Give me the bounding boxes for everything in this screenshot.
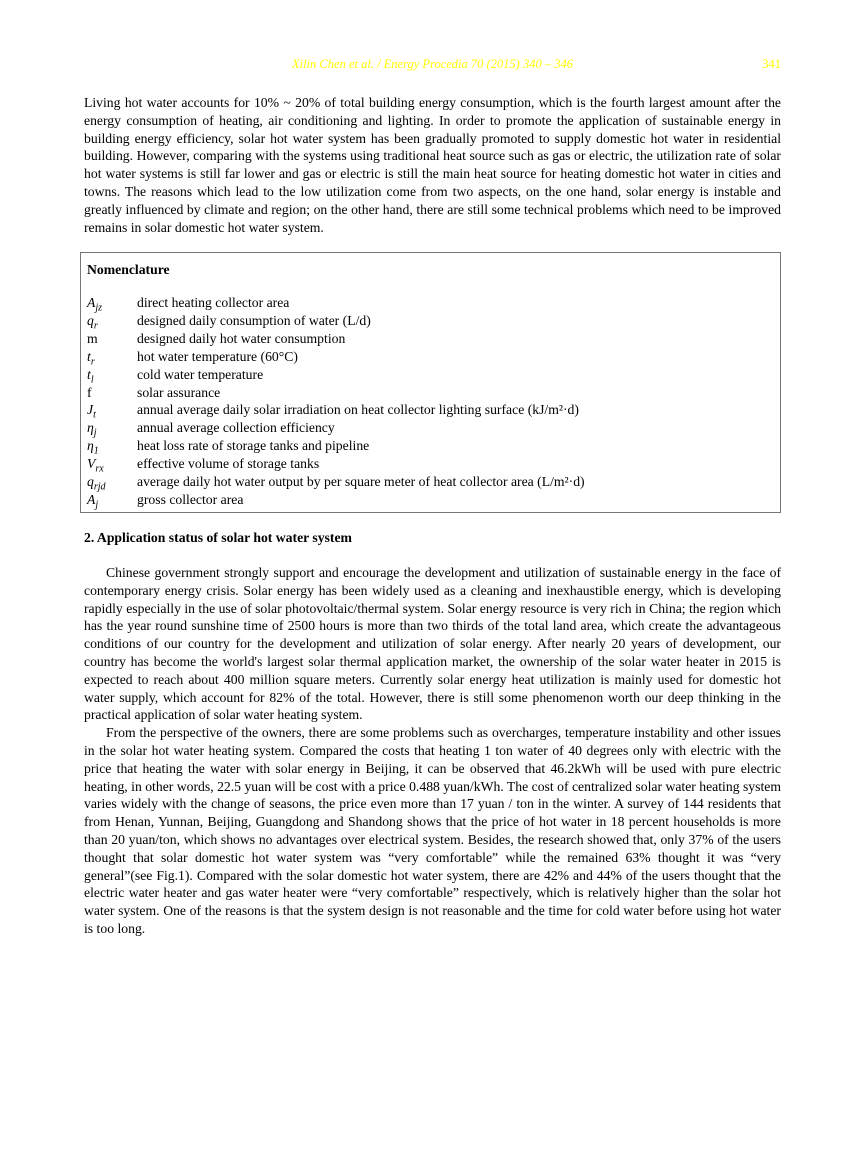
nomenclature-entry (87, 348, 772, 366)
nomenclature-symbol: $A_j$ (87, 491, 99, 511)
running-head-citation: Xilin Chen et al. / Energy Procedia 70 (2015) 340 – 346 (292, 57, 573, 71)
nomenclature-symbol: $A_{jz}$ (87, 295, 103, 314)
body-paragraph: From the perspective of the owners, there are some problems such as overcharges, temperature instability and other issues in the solar hot water heating system. Compared the costs that heating 1 ton water of 40 degrees only with electric with the price that heating the water with solar energy in Beijing, it can be observed that 46.2kWh will be used with pure electric heating, in other words, 22.5 yuan will be cost with a price 0.488 yuan/kWh. The cost of centralized solar water heating system varies widely with the change of seasons, the price even more than 17 yuan / ton in the winter. A survey of 144 residents that from Henan, Yunnan, Beijing, Guangdong and Shandong shows that the price of hot water in 18 percent households is more than 20 yuan/ton, which shows no advantages over electrical system. Besides, the research showed that, only 37% of the users thought that solar domestic hot water system was “very comfortable” while the remained 63% thought it was “very general”(see Fig.1). Compared with the solar domestic hot water system, there are 42% and 44% of the users thought that the electric water heater and gas water heater were “very comfortable” respectively, which is relatively higher than the solar hot water system. One of the reasons is that the system design is not reasonable and the time for cold water before using hot water is too long. (84, 725, 781, 936)
nomenclature-description: annual average daily solar irradiation on heat collector lighting surface (kJ/m²·d) (137, 402, 579, 418)
nomenclature-entry (87, 473, 772, 491)
nomenclature-box (80, 252, 781, 513)
nomenclature-description: designed daily hot water consumption (137, 330, 346, 346)
nomenclature-description: gross collector area (137, 491, 244, 507)
nomenclature-entry (87, 294, 772, 312)
running-head (84, 57, 781, 73)
section-paragraphs (84, 564, 781, 938)
nomenclature-description: designed daily consumption of water (L/d) (137, 312, 371, 328)
nomenclature-symbol: m (87, 330, 98, 346)
nomenclature-description: solar assurance (137, 384, 221, 400)
page-number: 341 (762, 57, 781, 71)
intro-paragraph: Living hot water accounts for 10% ~ 20% of total building energy consumption, which is the fourth largest amount after the energy consumption of heating, air conditioning and lighting. In order to promote the application of sustainable energy in building energy efficiency, solar hot water system has been gradually promoted to supply domestic hot water in residential building. However, comparing with the systems using traditional heat source such as gas or electric, the utilization rate of solar hot water systems is still far lower and gas or electric is still the main heat source for heating domestic hot water in cities and towns. The reasons which lead to the low utilization come from two aspects, on the one hand, solar energy is instable and greatly influenced by climate and region; on the other hand, there are still some technical problems which need to be improved remains in solar domestic hot water system. (84, 95, 781, 235)
nomenclature-description: cold water temperature (137, 366, 264, 382)
nomenclature-description: average daily hot water output by per square meter of heat collector area (L/m²·d) (137, 474, 585, 490)
nomenclature-symbol: $q_r$ (87, 312, 98, 332)
section-heading: 2. Application status of solar hot water system (84, 530, 352, 545)
nomenclature-entry (87, 366, 772, 384)
nomenclature-symbol: f (87, 384, 92, 400)
nomenclature-description: heat loss rate of storage tanks and pipeline (137, 438, 370, 454)
nomenclature-symbol: $V_{rx}$ (87, 456, 104, 475)
nomenclature-entry (87, 401, 772, 422)
nomenclature-entry (87, 455, 772, 473)
nomenclature-description: direct heating collector area (137, 295, 290, 310)
nomenclature-entry (87, 437, 772, 455)
nomenclature-title: Nomenclature (87, 262, 170, 277)
nomenclature-symbol: $\eta_1$ (87, 438, 99, 457)
nomenclature-description: effective volume of storage tanks (137, 456, 320, 472)
nomenclature-entries (87, 294, 772, 509)
nomenclature-symbol: $\eta_j$ (87, 420, 97, 440)
nomenclature-symbol: $t_r$ (87, 348, 95, 368)
nomenclature-description: hot water temperature (60°C) (137, 348, 298, 364)
nomenclature-entry (87, 419, 772, 440)
nomenclature-symbol: $q_{rjd}$ (87, 474, 106, 493)
nomenclature-description: annual average collection efficiency (137, 420, 335, 436)
nomenclature-symbol: $J_t$ (87, 402, 96, 422)
nomenclature-entry (87, 491, 772, 509)
nomenclature-entry (87, 384, 772, 402)
nomenclature-entry (87, 312, 772, 330)
nomenclature-symbol: $t_l$ (87, 366, 94, 386)
body-paragraph: Chinese government strongly support and encourage the development and utilization of sustainable energy in the face of contemporary energy crisis. Solar energy has been widely used as a cleaning and inexhaustible energy, which is developing rapidly especially in the use of solar photovoltaic/thermal system. Solar energy resource is very rich in China; the region which has the year round sunshine time of 2500 hours is more than two thirds of the total land area, which create the advantageous conditions of our country for the development and utilization of solar energy. After nearly 20 years of development, our country has become the world's largest solar thermal application market, the ownership of the solar water heater in 2015 is expected to reach about 400 million square meters. Currently solar energy heat utilization is mainly used for domestic hot water supply, which account for 82% of the total. However, there is still some phenomenon worth our deep thinking in the practical application of solar water heating system. (84, 565, 781, 723)
nomenclature-entry (87, 330, 772, 348)
